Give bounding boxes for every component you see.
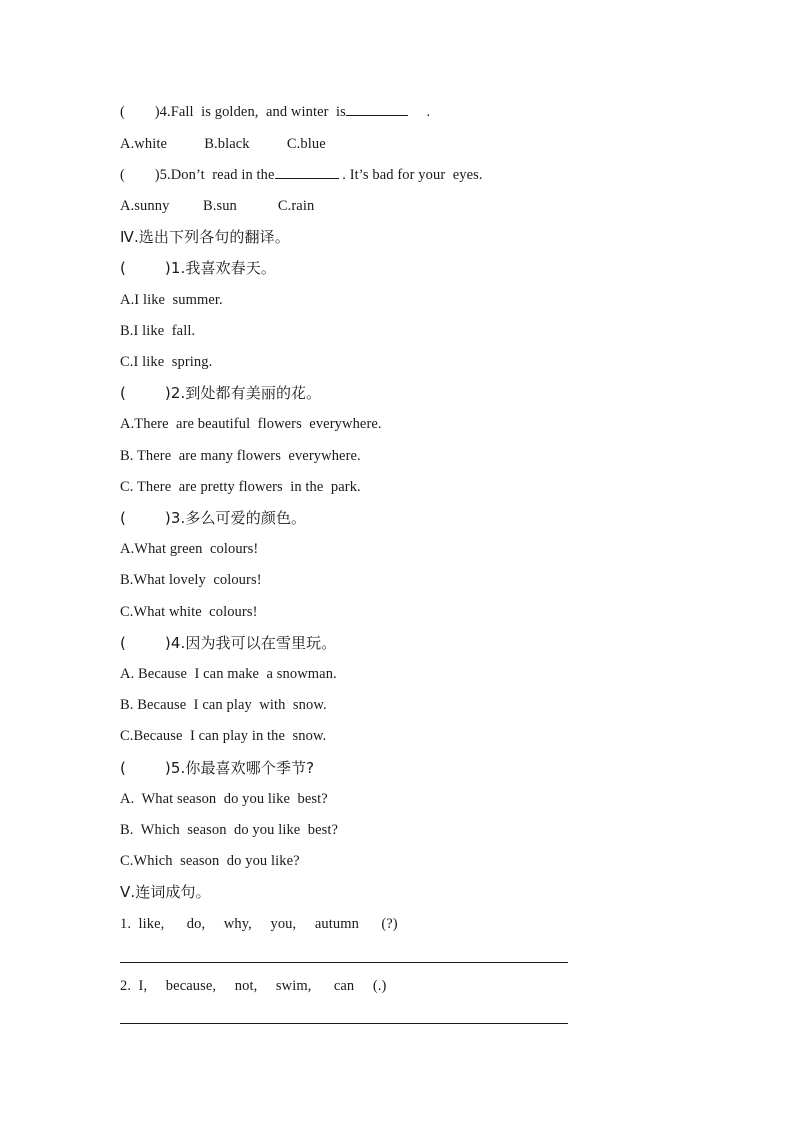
section-4-title: Ⅳ.选出下列各句的翻译。 (120, 228, 290, 246)
sentence-2-words: 2. I, because, not, swim, can (.) (120, 978, 387, 994)
option-c: C.Because I can play in the snow. (120, 728, 327, 744)
question-4-options: A.white B.black C.blue (120, 136, 326, 152)
option-a: A. Because I can make a snowman. (120, 666, 337, 682)
translate-question-3: ( )3.多么可爱的颜色。 (120, 509, 307, 527)
answer-line-2[interactable] (120, 1023, 568, 1024)
option-a: A. What season do you like best? (120, 791, 328, 807)
option-c: C.Which season do you like? (120, 853, 300, 869)
sentence-1-words: 1. like, do, why, you, autumn (?) (120, 916, 398, 932)
option-b: B. Which season do you like best? (120, 822, 339, 838)
translate-question-4: ( )4.因为我可以在雪里玩。 (120, 634, 337, 652)
question-5-fill: ( )5.Don’t read in the . It’s bad for your eyes. (120, 164, 483, 186)
answer-blank[interactable] (346, 101, 408, 116)
option-c: C.What white colours! (120, 604, 258, 620)
translate-question-5: ( )5.你最喜欢哪个季节? (120, 759, 315, 777)
option-c: C.I like spring. (120, 354, 213, 370)
option-a: A.There are beautiful flowers everywhere. (120, 416, 382, 432)
option-b: B. There are many flowers everywhere. (120, 448, 361, 464)
answer-blank[interactable] (275, 164, 339, 179)
question-5-options: A.sunny B.sun C.rain (120, 198, 315, 214)
translate-question-2: ( )2.到处都有美丽的花。 (120, 384, 322, 402)
option-b: B. Because I can play with snow. (120, 697, 327, 713)
question-4-fill: ( )4.Fall is golden, and winter is . (120, 101, 430, 123)
option-a: A.What green colours! (120, 541, 259, 557)
translate-question-1: ( )1.我喜欢春天。 (120, 259, 276, 277)
option-c: C. There are pretty flowers in the park. (120, 479, 361, 495)
option-b: B.I like fall. (120, 323, 196, 339)
section-5-title: Ⅴ.连词成句。 (120, 883, 211, 901)
answer-line-1[interactable] (120, 962, 568, 963)
option-b: B.What lovely colours! (120, 572, 262, 588)
option-a: A.I like summer. (120, 292, 223, 308)
